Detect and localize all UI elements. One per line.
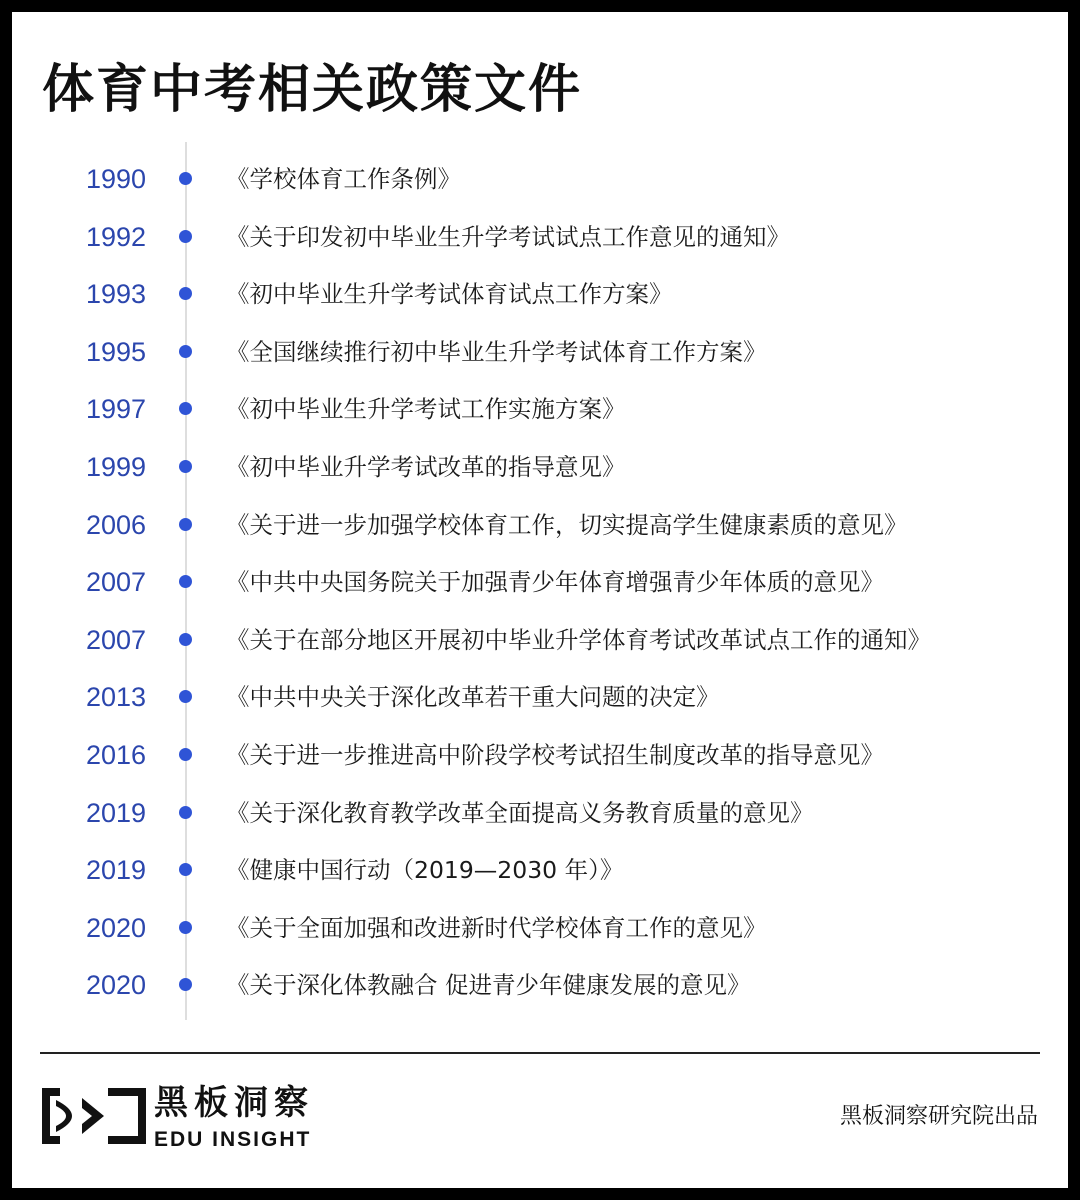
- timeline-document: 《关于印发初中毕业生升学考试试点工作意见的通知》: [226, 222, 790, 251]
- brand-name-cn: 黑板洞察: [154, 1083, 314, 1123]
- timeline-dot-icon: [179, 460, 192, 473]
- timeline-dot-icon: [179, 345, 192, 358]
- timeline-row: [12, 437, 1068, 495]
- timeline-document: 《初中毕业升学考试改革的指导意见》: [226, 452, 626, 481]
- timeline-row: [12, 725, 1068, 783]
- timeline-year: 1999: [86, 451, 147, 482]
- timeline-dot-icon: [179, 978, 192, 991]
- timeline-row: [12, 207, 1068, 265]
- timeline-document: 《关于进一步推进高中阶段学校考试招生制度改革的指导意见》: [226, 740, 884, 769]
- page-title: 体育中考相关政策文件: [42, 60, 583, 120]
- timeline-list: [12, 149, 1068, 1013]
- timeline-year: 1990: [86, 164, 147, 194]
- timeline-year: 2006: [86, 509, 147, 540]
- timeline-year: 2007: [86, 624, 147, 655]
- timeline-row: [12, 322, 1068, 380]
- timeline-year: 2020: [86, 912, 147, 943]
- timeline-year: 1992: [86, 221, 147, 252]
- timeline-row: [12, 552, 1068, 610]
- timeline-row: [12, 898, 1068, 956]
- timeline-document: 《初中毕业生升学考试工作实施方案》: [226, 395, 626, 424]
- timeline-document: 《关于全面加强和改进新时代学校体育工作的意见》: [226, 913, 767, 942]
- timeline-dot-icon: [179, 748, 192, 761]
- timeline-dot-icon: [179, 518, 192, 531]
- timeline-document: 《初中毕业生升学考试体育试点工作方案》: [226, 280, 673, 309]
- timeline-year: 1997: [86, 394, 147, 425]
- timeline-document: 《健康中国行动（2019—2030 年）》: [226, 856, 624, 885]
- eye-bracket-logo-icon: [42, 1084, 146, 1148]
- timeline-year: 2013: [86, 682, 147, 713]
- timeline-year: 1993: [86, 279, 147, 310]
- footer-divider: [40, 1052, 1040, 1054]
- timeline-row: [12, 783, 1068, 841]
- timeline-year: 2020: [86, 970, 147, 1001]
- timeline-year: 2019: [86, 797, 147, 828]
- timeline-row: [12, 379, 1068, 437]
- timeline-year: 2016: [86, 739, 147, 770]
- timeline-dot-icon: [179, 690, 192, 703]
- timeline-year: 1995: [86, 336, 147, 367]
- timeline-row: [12, 955, 1068, 1013]
- timeline-dot-icon: [179, 863, 192, 876]
- timeline-dot-icon: [179, 172, 192, 185]
- timeline-dot-icon: [179, 806, 192, 819]
- timeline-dot-icon: [179, 575, 192, 588]
- timeline-year: 2007: [86, 567, 147, 598]
- timeline-row: [12, 264, 1068, 322]
- timeline-row: [12, 840, 1068, 898]
- poster-card: [12, 12, 1068, 1188]
- timeline-year: 2019: [86, 855, 147, 886]
- timeline-document: 《学校体育工作条例》: [226, 165, 461, 193]
- timeline-row: [12, 495, 1068, 553]
- timeline-document: 《全国继续推行初中毕业生升学考试体育工作方案》: [226, 337, 767, 366]
- timeline-row: [12, 610, 1068, 668]
- timeline-row: [12, 667, 1068, 725]
- timeline-row: [12, 149, 1068, 207]
- brand-name-en: EDU INSIGHT: [154, 1128, 312, 1151]
- timeline-document: 《关于深化体教融合 促进青少年健康发展的意见》: [226, 971, 751, 1000]
- timeline-dot-icon: [179, 287, 192, 300]
- timeline-document: 《中共中央关于深化改革若干重大问题的决定》: [226, 683, 720, 712]
- timeline-document: 《中共中央国务院关于加强青少年体育增强青少年体质的意见》: [226, 568, 884, 597]
- timeline-dot-icon: [179, 230, 192, 243]
- timeline-dot-icon: [179, 921, 192, 934]
- timeline-dot-icon: [179, 633, 192, 646]
- timeline-dot-icon: [179, 402, 192, 415]
- timeline-document: 《关于深化教育教学改革全面提高义务教育质量的意见》: [226, 798, 814, 827]
- timeline-document: 《关于进一步加强学校体育工作，切实提高学生健康素质的意见》: [226, 510, 908, 539]
- timeline-document: 《关于在部分地区开展初中毕业升学体育考试改革试点工作的通知》: [226, 625, 931, 654]
- credit-text: 黑板洞察研究院出品: [839, 1104, 1038, 1129]
